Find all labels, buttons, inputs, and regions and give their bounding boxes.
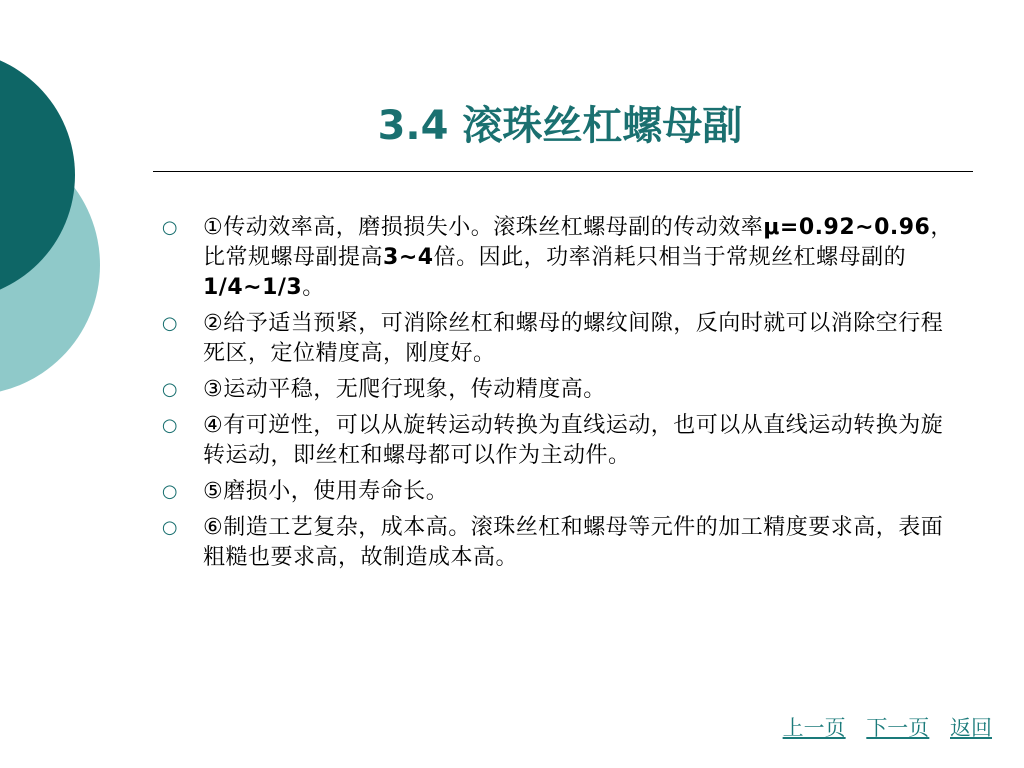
bullet-text: 3~4 — [383, 245, 434, 270]
title-divider — [153, 171, 973, 172]
decorative-circles — [0, 0, 110, 420]
bullet-text: ⑥制造工艺复杂，成本高。滚珠丝杠和螺母等元件的加工精度要求高，表面粗糙也要求高，故制造成本高。 — [203, 515, 944, 570]
bullet-text: 1/4~1/3 — [203, 275, 303, 300]
prev-page-link[interactable]: 上一页 — [782, 716, 846, 740]
hollow-circle-bullet-icon: ○ — [161, 415, 179, 436]
bullet-item — [160, 411, 960, 471]
slide-title: 3.4 滚珠丝杠螺母副 — [377, 103, 743, 149]
next-page-link[interactable]: 下一页 — [866, 716, 930, 740]
bullet-text: μ=0.92~0.96 — [763, 215, 931, 240]
bullet-item — [160, 375, 960, 405]
bullet-text: ①传动效率高，磨损损失小。滚珠丝杠螺母副的传动效率 — [203, 215, 764, 240]
bullet-text: ，比常规螺母副提高 — [203, 215, 953, 270]
bullet-text: ③运动平稳，无爬行现象，传动精度高。 — [203, 377, 606, 402]
bullet-text: 倍。因此，功率消耗只相当于常规丝杠螺母副的 — [433, 245, 907, 270]
slide-navigation — [783, 714, 992, 742]
hollow-circle-bullet-icon: ○ — [161, 217, 179, 238]
bullet-item — [160, 213, 960, 303]
bullet-list — [160, 213, 960, 579]
hollow-circle-bullet-icon: ○ — [161, 517, 179, 538]
bullet-text: ④有可逆性，可以从旋转运动转换为直线运动，也可以从直线运动转换为旋转运动，即丝杠和螺母都可以作为主动件。 — [203, 413, 944, 468]
hollow-circle-bullet-icon: ○ — [161, 313, 179, 334]
back-link[interactable]: 返回 — [950, 716, 992, 740]
bullet-item — [160, 477, 960, 507]
bullet-text: ②给予适当预紧，可消除丝杠和螺母的螺纹间隙，反向时就可以消除空行程死区，定位精度高，刚度好。 — [203, 311, 944, 366]
hollow-circle-bullet-icon: ○ — [161, 481, 179, 502]
bullet-text: ⑤磨损小，使用寿命长。 — [203, 479, 449, 504]
bullet-item — [160, 513, 960, 573]
bullet-item — [160, 309, 960, 369]
bullet-text: 。 — [302, 275, 325, 300]
hollow-circle-bullet-icon: ○ — [161, 379, 179, 400]
